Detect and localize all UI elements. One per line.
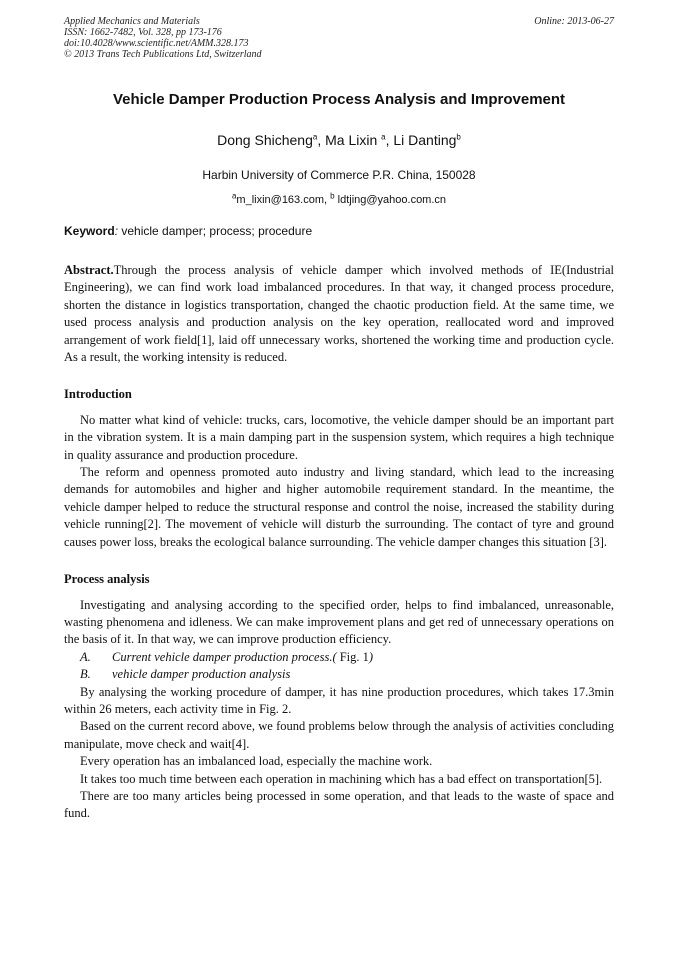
list-item-b — [64, 666, 614, 683]
introduction-heading: Introduction — [64, 387, 132, 402]
author-2: Ma Lixin — [325, 132, 382, 148]
process-paragraph-3: Based on the current record above, we found problems below through the analysis of activities concluding manipulate, move check and wait[4]. — [64, 719, 614, 751]
keyword-colon: : — [114, 224, 122, 238]
author-separator: , — [385, 132, 394, 148]
list-item-a-close: ) — [368, 649, 374, 664]
figure-reference: Fig. 1 — [339, 649, 369, 664]
author-2-affil-mark: a — [381, 132, 386, 142]
email-b: ldtjing@yahoo.com.cn — [334, 194, 447, 206]
list-item-b-text: vehicle damper production analysis — [112, 667, 291, 682]
keyword-line — [64, 223, 312, 239]
journal-name: Applied Mechanics and Materials — [64, 16, 200, 27]
paper-body — [64, 262, 614, 823]
affiliation: Harbin University of Commerce P.R. China, 150028 — [202, 168, 476, 182]
author-3-affil-mark: b — [456, 132, 461, 142]
email-b-mark: b — [330, 191, 335, 201]
copyright-line: © 2013 Trans Tech Publications Ltd, Switzerland — [64, 49, 262, 60]
author-separator: , — [317, 132, 326, 148]
email-a-mark: a — [231, 191, 237, 201]
list-item-a-label: A. — [80, 649, 91, 664]
keyword-label: Keyword — [64, 224, 115, 238]
abstract — [64, 262, 614, 366]
email-a: m_lixin@163.com, — [236, 194, 331, 206]
introduction-paragraph-2: The reform and openness promoted auto industry and living standard, which lead to the increasing demands for automobiles and higher and higher automobile requirement standard. In the meantime, the vehicle damper helped to reduce the structural response and control the noise, increased the stability during vehicle running[2]. The movement of vehicle will disturb the surrounding. The contact of tyre and ground causes power loss, breaks the ecological balance surrounding. The vehicle damper changes this situation [3]. — [64, 465, 614, 549]
issn-line: ISSN: 1662-7482, Vol. 328, pp 173-176 — [64, 27, 222, 38]
keyword-text: vehicle damper; process; procedure — [121, 224, 313, 238]
list-item-b-label: B. — [80, 667, 91, 682]
author-1-affil-mark: a — [312, 132, 318, 142]
online-date: Online: 2013-06-27 — [534, 16, 614, 27]
abstract-label: Abstract. — [64, 263, 114, 277]
list-item-a-text: Current vehicle damper production process.( — [112, 649, 340, 664]
abstract-text: Through the process analysis of vehicle damper which involved methods of IE(Industrial Engineering), we can find work load imbalanced procedures. In that way, it changed process procedure, shorten the distance in logistics transportation, changed the chaotic production field. At the same time, we used process analysis and production analysis on the key operation, reallocated word and improved arrangement of work field[1], laid off unnecessary works, shortened the working time and production cycle. As a result, the working intensity is reduced. — [64, 263, 614, 365]
process-paragraph-4: Every operation has an imbalanced load, especially the machine work. — [80, 754, 433, 769]
author-3: Li Danting — [393, 132, 457, 148]
process-paragraph-5: It takes too much time between each operation in machining which has a bad effect on transportation[5]. — [80, 771, 603, 786]
process-paragraph-1: Investigating and analysing according to the specified order, helps to find imbalanced, unreasonable, wasting phenomena and idleness. We can make improvement plans and get red of unnecessary operations on the basis of it. In that way, we can improve production efficiency. — [64, 597, 614, 647]
author-list — [0, 131, 678, 149]
process-paragraph-2: By analysing the working procedure of damper, it has nine production procedures, which takes 17.3min within 26 meters, each activity time in Fig. 2. — [64, 684, 614, 716]
paper-title: Vehicle Damper Production Process Analysis and Improvement — [112, 91, 566, 108]
introduction-paragraph-1: No matter what kind of vehicle: trucks, cars, locomotive, the vehicle damper should be an important part in the vibration system. It is a main damping part in the suspension system, which requires a high technique in quality assurance and production procedure. — [64, 412, 614, 462]
doi-line: doi:10.4028/www.scientific.net/AMM.328.173 — [64, 38, 249, 49]
author-1: Dong Shicheng — [217, 132, 313, 148]
journal-header — [64, 16, 262, 60]
process-analysis-heading: Process analysis — [64, 572, 150, 587]
author-emails — [0, 193, 678, 208]
list-item-a — [64, 649, 614, 666]
process-paragraph-6: There are too many articles being processed in some operation, and that leads to the waste of space and fund. — [64, 788, 614, 821]
